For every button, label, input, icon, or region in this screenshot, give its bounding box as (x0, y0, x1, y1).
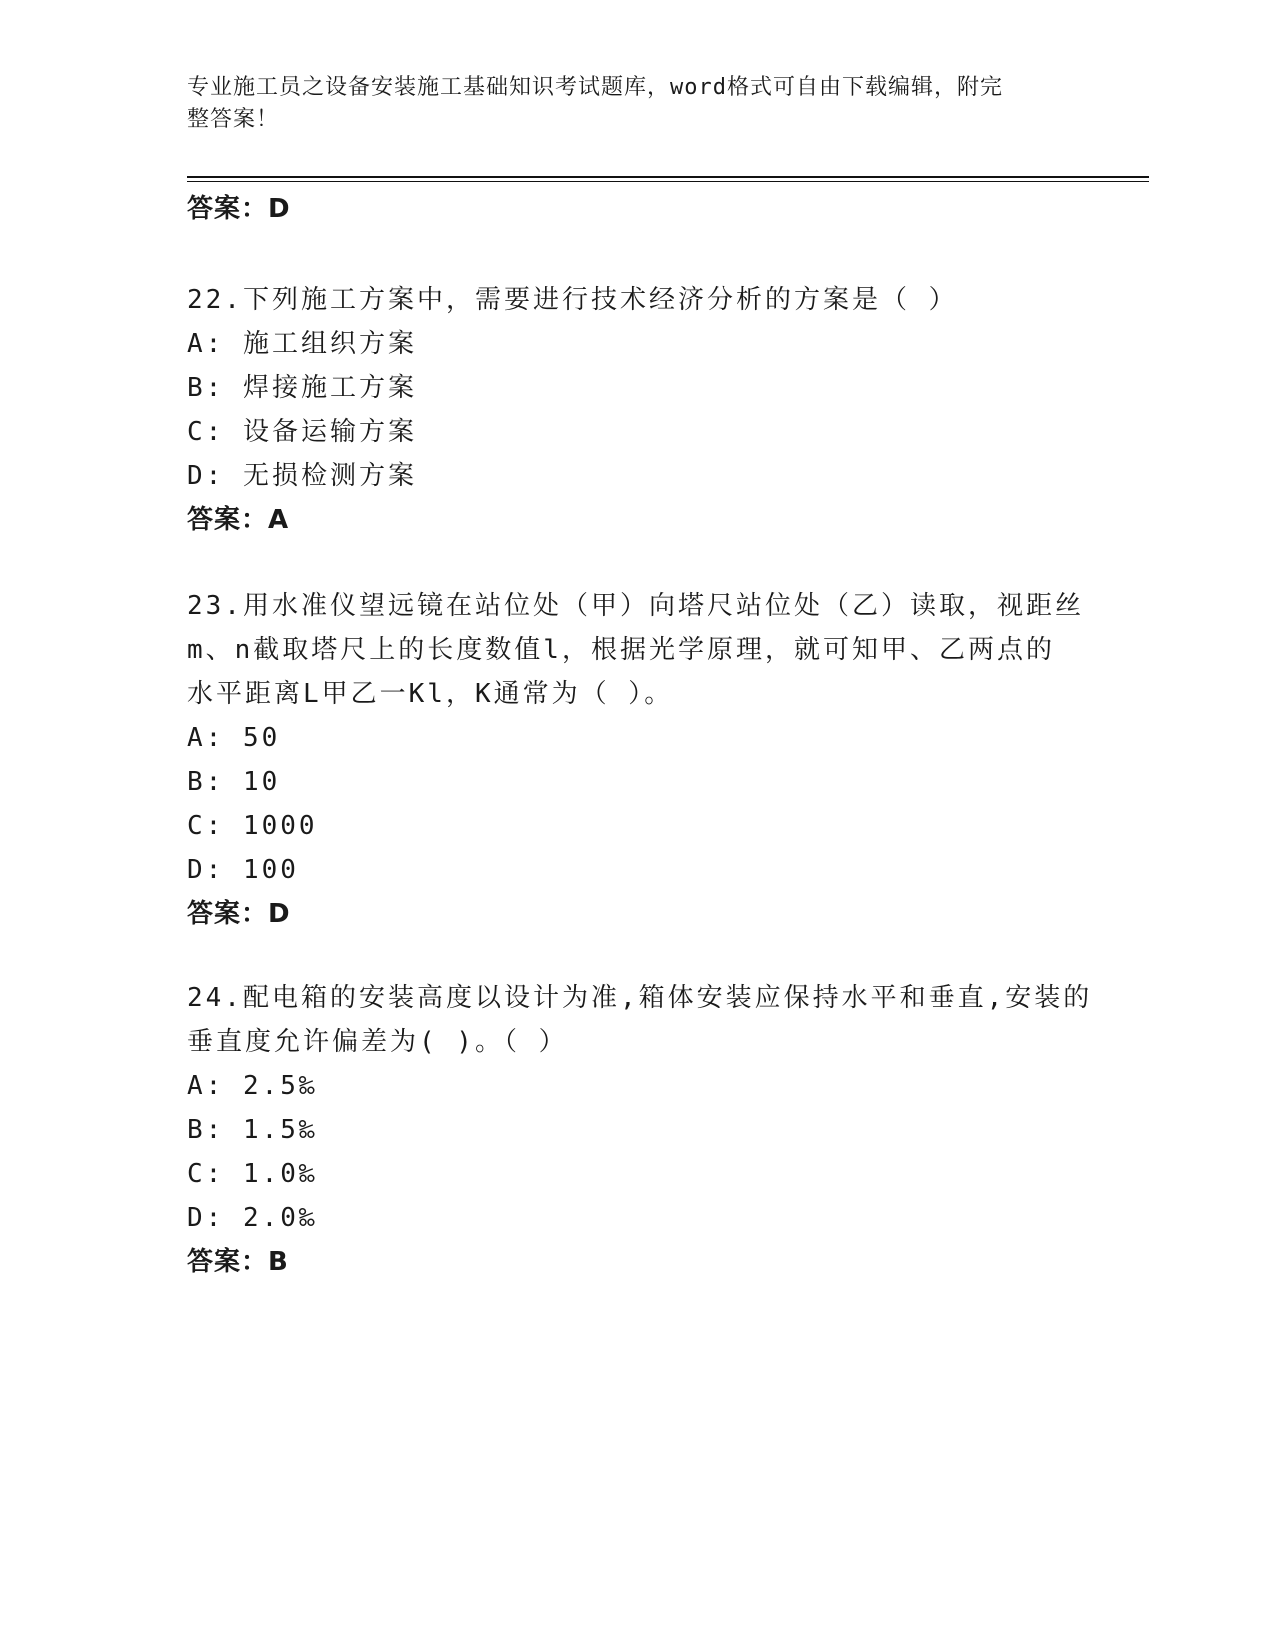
question-22-option-b: B: 焊接施工方案 (187, 373, 417, 403)
header-line-2: 整答案！ (187, 107, 280, 132)
question-22-answer: 答案：A (187, 505, 290, 535)
document-header (187, 72, 1067, 136)
question-24 (187, 976, 1093, 1284)
question-24-option-d: D: 2.0‰ (187, 1203, 318, 1233)
question-23-option-d: D: 100 (187, 855, 299, 885)
question-22-option-d: D: 无损检测方案 (187, 461, 417, 491)
question-24-option-b: B: 1.5‰ (187, 1115, 318, 1145)
question-23-text-line-1: 23.用水准仪望远镜在站位处（甲）向塔尺站位处（乙）读取，视距丝 (187, 591, 1084, 621)
question-22-option-c: C: 设备运输方案 (187, 417, 417, 447)
question-24-answer: 答案：B (187, 1247, 289, 1277)
question-23-option-c: C: 1000 (187, 811, 318, 841)
question-23 (187, 584, 1087, 936)
question-23-text-line-3: 水平距离L甲乙一Kl，K通常为（ ）。 (187, 679, 674, 709)
question-24-text-line-2: 垂直度允许偏差为( )。（ ） (187, 1027, 568, 1057)
question-23-answer: 答案：D (187, 899, 291, 929)
question-22-text: 22.下列施工方案中，需要进行技术经济分析的方案是（ ） (187, 285, 958, 315)
question-24-option-c: C: 1.0‰ (187, 1159, 318, 1189)
question-24-text-line-1: 24.配电箱的安装高度以设计为准,箱体安装应保持水平和垂直,安装的 (187, 983, 1093, 1013)
question-22-option-a: A: 施工组织方案 (187, 329, 417, 359)
question-24-option-a: A: 2.5‰ (187, 1071, 318, 1101)
question-23-text-line-2: m、n截取塔尺上的长度数值l，根据光学原理，就可知甲、乙两点的 (187, 635, 1055, 665)
header-line-1: 专业施工员之设备安装施工基础知识考试题库，word格式可自由下载编辑，附完 (187, 75, 1003, 100)
header-divider-thin (187, 181, 1149, 182)
header-divider-thick (187, 176, 1149, 178)
prev-answer: 答案：D (187, 194, 291, 224)
question-23-option-b: B: 10 (187, 767, 281, 797)
question-22 (187, 278, 1087, 542)
question-23-option-a: A: 50 (187, 723, 281, 753)
